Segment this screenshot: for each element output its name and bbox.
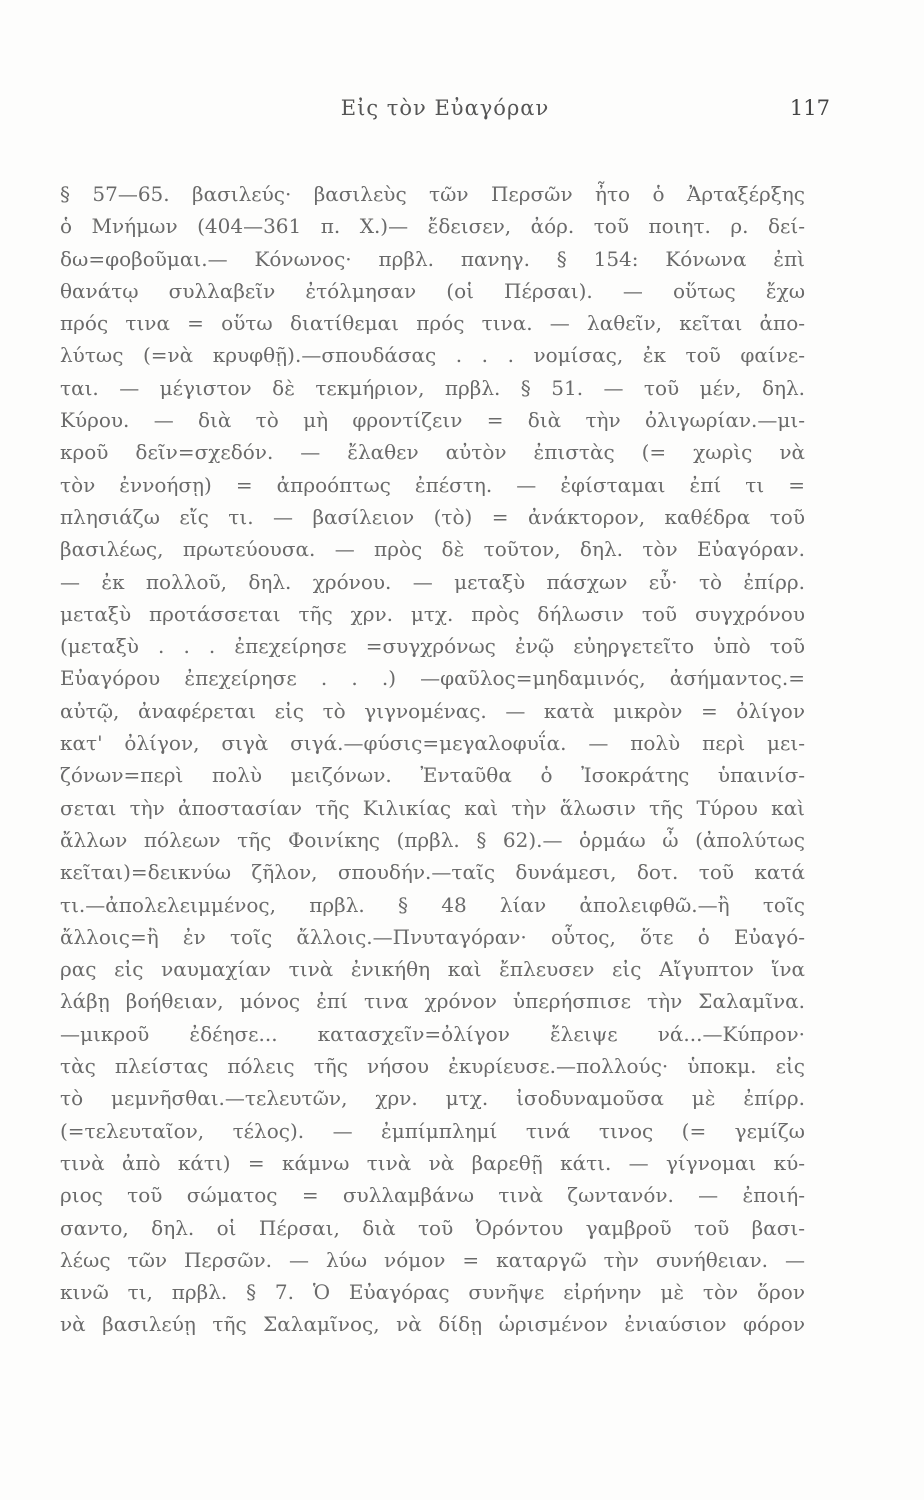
text-line: § 57—65. βασιλεύς· βασιλεὺς τῶν Περσῶν ἦτο ὁ Ἀρταξέρξης [60, 182, 805, 206]
text-line: δω=φοβοῦμαι.— Κόνωνος· πρβλ. πανηγ. § 154: Κόνωνα ἐπὶ [60, 246, 805, 271]
text-line: ἄλλοις=ἢ ἐν τοῖς ἄλλοις.—Πνυταγόραν· οὗτος, ὅτε ὁ Εὐαγό- [60, 924, 805, 949]
text-line: τινὰ ἀπὸ κάτι) = κάμνω τινὰ νὰ βαρεθῇ κάτι. — γίγνομαι κύ- [60, 1150, 805, 1175]
text-line: μεταξὺ προτάσσεται τῆς χρν. μτχ. πρὸς δήλωσιν τοῦ συγχρόνου [60, 601, 805, 626]
text-line: τὸν ἐννοήσῃ) = ἀπροόπτως ἐπέστη. — ἐφίσταμαι ἐπί τι = [60, 472, 805, 497]
text-line: τι.—ἀπολελειμμένος, πρβλ. § 48 λίαν ἀπολειφθῶ.—ἢ τοῖς [60, 892, 805, 917]
text-line: θανάτῳ συλλαβεῖν ἐτόλμησαν (οἱ Πέρσαι). — οὕτως ἔχω [60, 278, 805, 303]
text-line: λέως τῶν Περσῶν. — λύω νόμον = καταργῶ τὴν συνήθειαν. — [60, 1247, 805, 1272]
text-line: βασιλέως, πρωτεύουσα. — πρὸς δὲ τοῦτον, δηλ. τὸν Εὐαγόραν. [60, 537, 805, 562]
text-line: τὰς πλείστας πόλεις τῆς νήσου ἐκυρίευσε.—πολλούς· ὑποκμ. εἰς [60, 1054, 805, 1079]
text-line: πλησιάζω εἴς τι. — βασίλειον (τὸ) = ἀνάκτορον, καθέδρα τοῦ [60, 504, 805, 529]
page-number: 117 [789, 96, 830, 120]
text-line: — ἐκ πολλοῦ, δηλ. χρόνου. — μεταξὺ πάσχων εὖ· τὸ ἐπίρρ. [60, 569, 805, 594]
text-line: λύτως (=νὰ κρυφθῇ).—σπουδάσας . . . νομίσας, ἐκ τοῦ φαίνε- [60, 343, 805, 368]
text-line: κεῖται)=δεικνύω ζῆλον, σπουδήν.—ταῖς δυνάμεσι, δοτ. τοῦ κατά [60, 860, 805, 885]
text-line: (=τελευταῖον, τέλος). — ἐμπίμπλημί τινά τινος (= γεμίζω [60, 1118, 805, 1143]
text-line: —μικροῦ ἐδέησε... κατασχεῖν=ὀλίγον ἔλειψε νά...—Κύπρον· [60, 1021, 805, 1046]
text-line: (μεταξὺ . . . ἐπεχείρησε =συγχρόνως ἐνῷ εὐηργετεῖτο ὑπὸ τοῦ [60, 634, 805, 659]
commentary-text [60, 178, 805, 1341]
text-line: ζόνων=περὶ πολὺ μειζόνων. Ἐνταῦθα ὁ Ἰσοκράτης ὑπαινίσ- [60, 763, 805, 788]
text-line: ριος τοῦ σώματος = συλλαμβάνω τινὰ ζωντανόν. — ἐποιή- [60, 1183, 805, 1208]
text-line: σεται τὴν ἀποστασίαν τῆς Κιλικίας καὶ τὴν ἅλωσιν τῆς Τύρου καὶ [60, 795, 805, 820]
text-line: λάβῃ βοήθειαν, μόνος ἐπί τινα χρόνον ὑπερήσπισε τὴν Σαλαμῖνα. [60, 989, 805, 1014]
page-header [60, 96, 830, 136]
text-line: κροῦ δεῖν=σχεδόν. — ἔλαθεν αὐτὸν ἐπιστὰς (= χωρὶς νὰ [60, 440, 805, 465]
text-line: ρας εἰς ναυμαχίαν τινὰ ἐνικήθη καὶ ἔπλευσεν εἰς Αἴγυπτον ἵνα [60, 957, 805, 982]
text-line: ται. — μέγιστον δὲ τεκμήριον, πρβλ. § 51. — τοῦ μέν, δηλ. [60, 375, 805, 400]
text-line: πρός τινα = οὕτω διατίθεμαι πρός τινα. — λαθεῖν, κεῖται ἀπο- [60, 311, 805, 336]
text-line: νὰ βασιλεύῃ τῆς Σαλαμῖνος, νὰ δίδῃ ὡρισμένον ἐνιαύσιον φόρον [60, 1312, 805, 1337]
text-line: κινῶ τι, πρβλ. § 7. Ὁ Εὐαγόρας συνῆψε εἰρήνην μὲ τὸν ὅρον [60, 1280, 805, 1305]
text-line: ἄλλων πόλεων τῆς Φοινίκης (πρβλ. § 62).— ὁρμάω ὦ (ἀπολύτως [60, 827, 805, 852]
text-line: τὸ μεμνῆσθαι.—τελευτῶν, χρν. μτχ. ἰσοδυναμοῦσα μὲ ἐπίρρ. [60, 1086, 805, 1111]
text-line: Κύρου. — διὰ τὸ μὴ φροντίζειν = διὰ τὴν ὀλιγωρίαν.—μι- [60, 408, 805, 433]
running-title: Εἰς τὸν Εὐαγόραν [340, 96, 550, 120]
text-line: κατ' ὀλίγον, σιγὰ σιγά.—φύσις=μεγαλοφυΐα. — πολὺ περὶ μει- [60, 731, 805, 756]
text-line: ὁ Μνήμων (404—361 π. Χ.)— ἔδεισεν, ἀόρ. τοῦ ποιητ. ρ. δεί- [60, 214, 805, 239]
text-line: αὐτῷ, ἀναφέρεται εἰς τὸ γιγνομένας. — κατὰ μικρὸν = ὀλίγον [60, 698, 805, 723]
text-line: Εὐαγόρου ἐπεχείρησε . . .) —φαῦλος=μηδαμινός, ἀσήμαντος.= [60, 666, 805, 691]
text-line: σαντο, δηλ. οἱ Πέρσαι, διὰ τοῦ Ὀρόντου γαμβροῦ τοῦ βασι- [60, 1215, 805, 1240]
